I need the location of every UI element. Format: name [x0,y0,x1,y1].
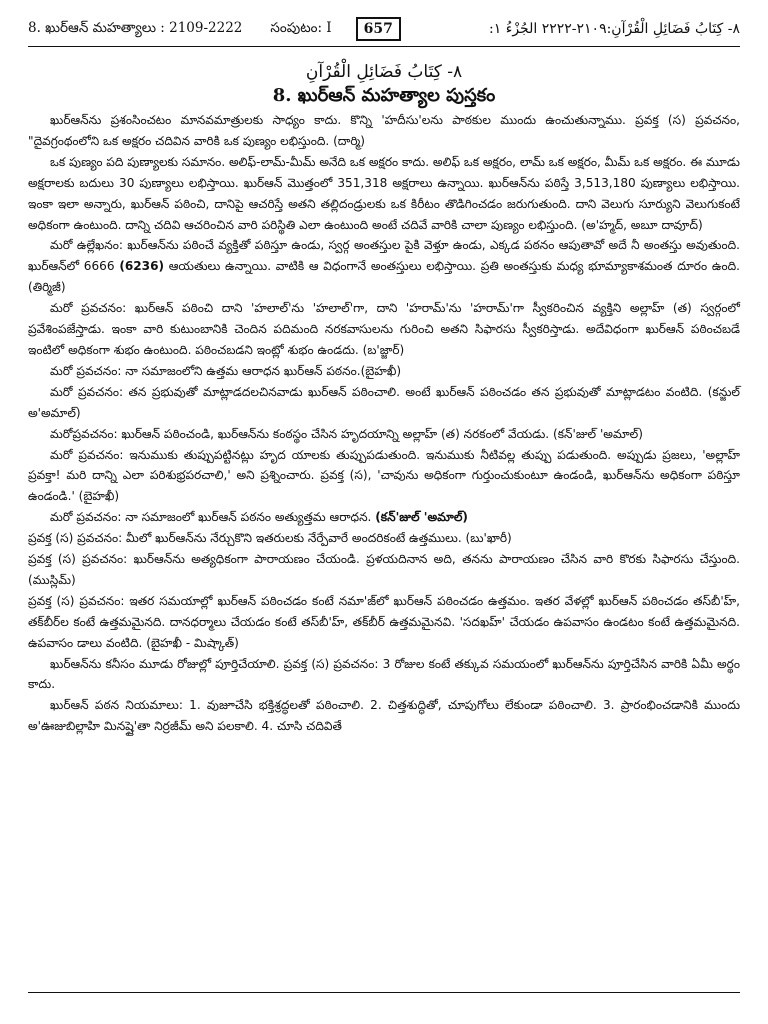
paragraph [28,235,740,298]
paragraph: ప్రవక్త (స) ప్రవచనం: మీలో ఖుర్‌ఆన్‌ను నేర్చుకొని ఇతరులకు నేర్పేవారే అందరికంటే ఉత్తములు. (బు'ఖారీ) [28,531,512,546]
page-number: 657 [356,17,401,41]
footer-divider [28,992,740,993]
paragraph: మరో ప్రవచనం: ఖుర్‌ఆన్‌ పఠించి దాని 'హలాల్‌'ను 'హలాల్‌'గా, దాని 'హరామ్‌'ను 'హరామ్‌'గా స్వీకరించిన వ్యక్తిని అల్లాహ్‌ (త) స్వర్గంలో ప్రవేశింపజేస్తాడు. ఇంకా వారి కుటుంబానికి చెందిన పదిమంది నరకవాసులను గురించి అతని సిఫారసు స్వీకరిస్తాడు. అదేవిధంగా ఖుర్‌ఆన్‌ పఠించబడే ఇంటిలో అధికంగా శుభం ఉంటుంది. పఠించబడని ఇంట్లో శుభం ఉండదు. (బ'జ్జార్‌) [28,301,740,357]
paragraph: ఒక పుణ్యం పది పుణ్యాలకు సమానం. అలిఫ్‌-లామ్‌-మీమ్‌ అనేది ఒక అక్షరం కాదు. అలిఫ్‌ ఒక అక్షరం, లామ్‌ ఒక అక్షరం, మీమ్‌ ఒక అక్షరం. ఈ మూడు అక్షరాలకు బదులు 30 పుణ్యాలు లభిస్తాయి. ఖుర్‌ఆన్‌ మొత్తంలో 351,318 అక్షరాలు ఉన్నాయి. ఖుర్‌ఆన్‌ను పఠిస్తే 3,513,180 పుణ్యాలు లభిస్తాయి. ఇంకా ఇలా అన్నారు, ఖుర్‌ఆన్‌ పఠించి, దానిపై ఆచరిస్తే అతని తల్లిదండ్రులకు ఒక కిరీటం తొడిగించడం జరుగుతుంది. దాని వెలుగు సూర్యుని వెలుగుకంటే అధికంగా ఉంటుంది. దాన్ని చదివి ఆచరించిన వారి పరిస్థితి ఎలా ఉంటుంది అంటే చదివే వారికి చాలా పుణ్యం లభిస్తుంది. (అ'హ్మద్‌, అబూ దావూద్‌) [28,154,740,232]
chapter-title-block [28,60,740,108]
paragraph-text: మరో ఉల్లేఖనం: ఖుర్‌ఆన్‌ను పఠించే వ్యక్తితో పఠిస్తూ ఉండు, స్వర్గ అంతస్తుల పైకి వెళ్తూ ఉండు, ఎక్కడ పఠనం ఆపుతావో అదే నీ అంతస్తు అవుతుంది. ఖుర్‌ఆన్‌లో 6666 [28,238,740,274]
header-arabic-info: ٨- كِتَابُ فَضَائِلِ الْقُرْآنِ:٢١٠٩-٢٢٢٢ الجُزْءُ ١: [489,21,740,37]
paragraph-text: మరో ప్రవచనం: నా సమాజంలో ఖుర్‌ఆన్‌ పఠనం అత్యుత్తమ ఆరాధన. [50,510,376,525]
chapter-title-arabic: ٨- كِتَابُ فَضَائِلِ الْقُرْآنِ [305,62,463,82]
header-chapter-info: 8. ఖుర్‌ఆన్‌ మహత్యాలు : 2109-2222 [28,19,243,36]
paragraph: ఖుర్‌ఆన్‌ను కనీసం మూడు రోజుల్లో పూర్తిచేయాలి. ప్రవక్త (స) ప్రవచనం: 3 రోజుల కంటే తక్కువ సమయంలో ఖుర్‌ఆన్‌ను పూర్తిచేసిన వారికి ఏమీ అర్థం కాదు. [28,656,740,692]
paragraph: మరోప్రవచనం: ఖుర్‌ఆన్‌ పఠించండి, ఖుర్‌ఆన్‌ను కంఠస్థం చేసిన హృదయాన్ని అల్లాహ్‌ (త) నరకంలో వేయడు. (కన్‌'జుల్‌ 'అమాల్‌) [50,426,643,441]
paragraph: మరో ప్రవచనం: తన ప్రభువుతో మాట్లాడదలచినవాడు ఖుర్‌ఆన్‌ పఠించాలి. అంటే ఖుర్‌ఆన్‌ పఠించడం తన ప్రభువుతో మాట్లాడటం వంటిది. (కన్జుల్‌ అ'అమాల్‌) [28,384,740,420]
verse-count-bold: (6236) [119,259,165,274]
paragraph: మరో ప్రవచనం: ఇనుముకు తుప్పుపట్టినట్లు హృద యాలకు తుప్పుపడుతుంది. ఇనుముకు నీటివల్ల తుప్పు పడుతుంది. అప్పుడు ప్రజలు, 'అల్లాహ్‌ ప్రవక్తా! మరి దాన్ని ఎలా పరిశుభ్రపరచాలి,' అని ప్రశ్నించారు. ప్రవక్త (స), 'చావును అధికంగా గుర్తుంచుకుంటూ ఉండండి, ఖుర్‌ఆన్‌ను అధికంగా పఠిస్తూ ఉండండి.' (బైహఖీ) [28,447,740,504]
paragraph: ఖుర్‌ఆన్‌ను ప్రశంసించటం మానవమాత్రులకు సాధ్యం కాదు. కొన్ని 'హదీసు'లను పాఠకుల ముందు ఉంచుతున్నాము. ప్రవక్త (స) ప్రవచనం, "దైవగ్రంథంలోని ఒక అక్షరం చదివిన వారికి ఒక పుణ్యం లభిస్తుంది. (దార్మి) [28,113,740,148]
body-text [28,110,740,737]
paragraph: ప్రవక్త (స) ప్రవచనం: ఖుర్‌ఆన్‌ను అత్యధికంగా పారాయణం చేయండి. ప్రళయదినాన అది, తనను పారాయణం చేసిన వారి కొరకు సిఫారసు చేస్తుంది. (ముస్లిమ్‌) [28,552,740,587]
paragraph: ప్రవక్త (స) ప్రవచనం: ఇతర సమయాల్లో ఖుర్‌ఆన్‌ పఠించడం కంటే నమా'జ్‌లో ఖుర్‌ఆన్‌ పఠించడం ఉత్తమం. ఇతర వేళల్లో ఖుర్‌ఆన్‌ పఠించడం తస్‌బీ'హ్‌, తక్‌బీర్‌ల కంటే ఉత్తమమైనది. దానధర్మాలు చేయడం కంటే తస్‌బీ'హ్‌, తక్‌బీర్‌ ఉత్తమమైనవి. 'సదఖహ్‌' చేయడం ఉపవాసం ఉండటం కంటే ఉత్తమమైనది. ఉపవాసం డాలు వంటిది. (బైహఖీ - మిష్కాత్‌) [28,593,740,650]
paragraph-text: ఆయతులు ఉన్నాయి. వాటికి ఆ విధంగానే అంతస్తులు లభిస్తాయి. ప్రతి అంతస్తుకు మధ్య భూమ్యాకాశమంత దూరం ఉంది. (తిర్మిజీ) [28,259,740,295]
paragraph [28,507,740,528]
paragraph: మరో ప్రవచనం: నా సమాజంలోని ఉత్తమ ఆరాధన ఖుర్‌ఆన్‌ పఠనం.(బైహఖీ) [50,363,402,378]
paragraph: ఖుర్‌ఆన్‌ పఠన నియమాలు: 1. వుజూచేసి భక్తిశ్రద్ధలతో పఠించాలి. 2. చిత్తశుద్ధితో, చూపుగోలు లేకుండా పఠించాలి. 3. ప్రారంభించడానికి ముందు అ'ఊజుబిల్లాహి మినష్షై'తా నిర్రజీమ్‌ అని పలకాలి. 4. చూసి చదివితే [28,698,740,734]
page-header [28,14,740,44]
header-volume: సంపుటం: I [270,19,332,36]
source-reference-bold: (కన్‌'జుల్‌ 'అమాల్‌) [375,510,468,525]
chapter-title-telugu: 8. ఖుర్‌ఆన్‌ మహత్యాల పుస్తకం [272,85,496,106]
document-page [28,14,740,1010]
header-divider [28,46,740,47]
